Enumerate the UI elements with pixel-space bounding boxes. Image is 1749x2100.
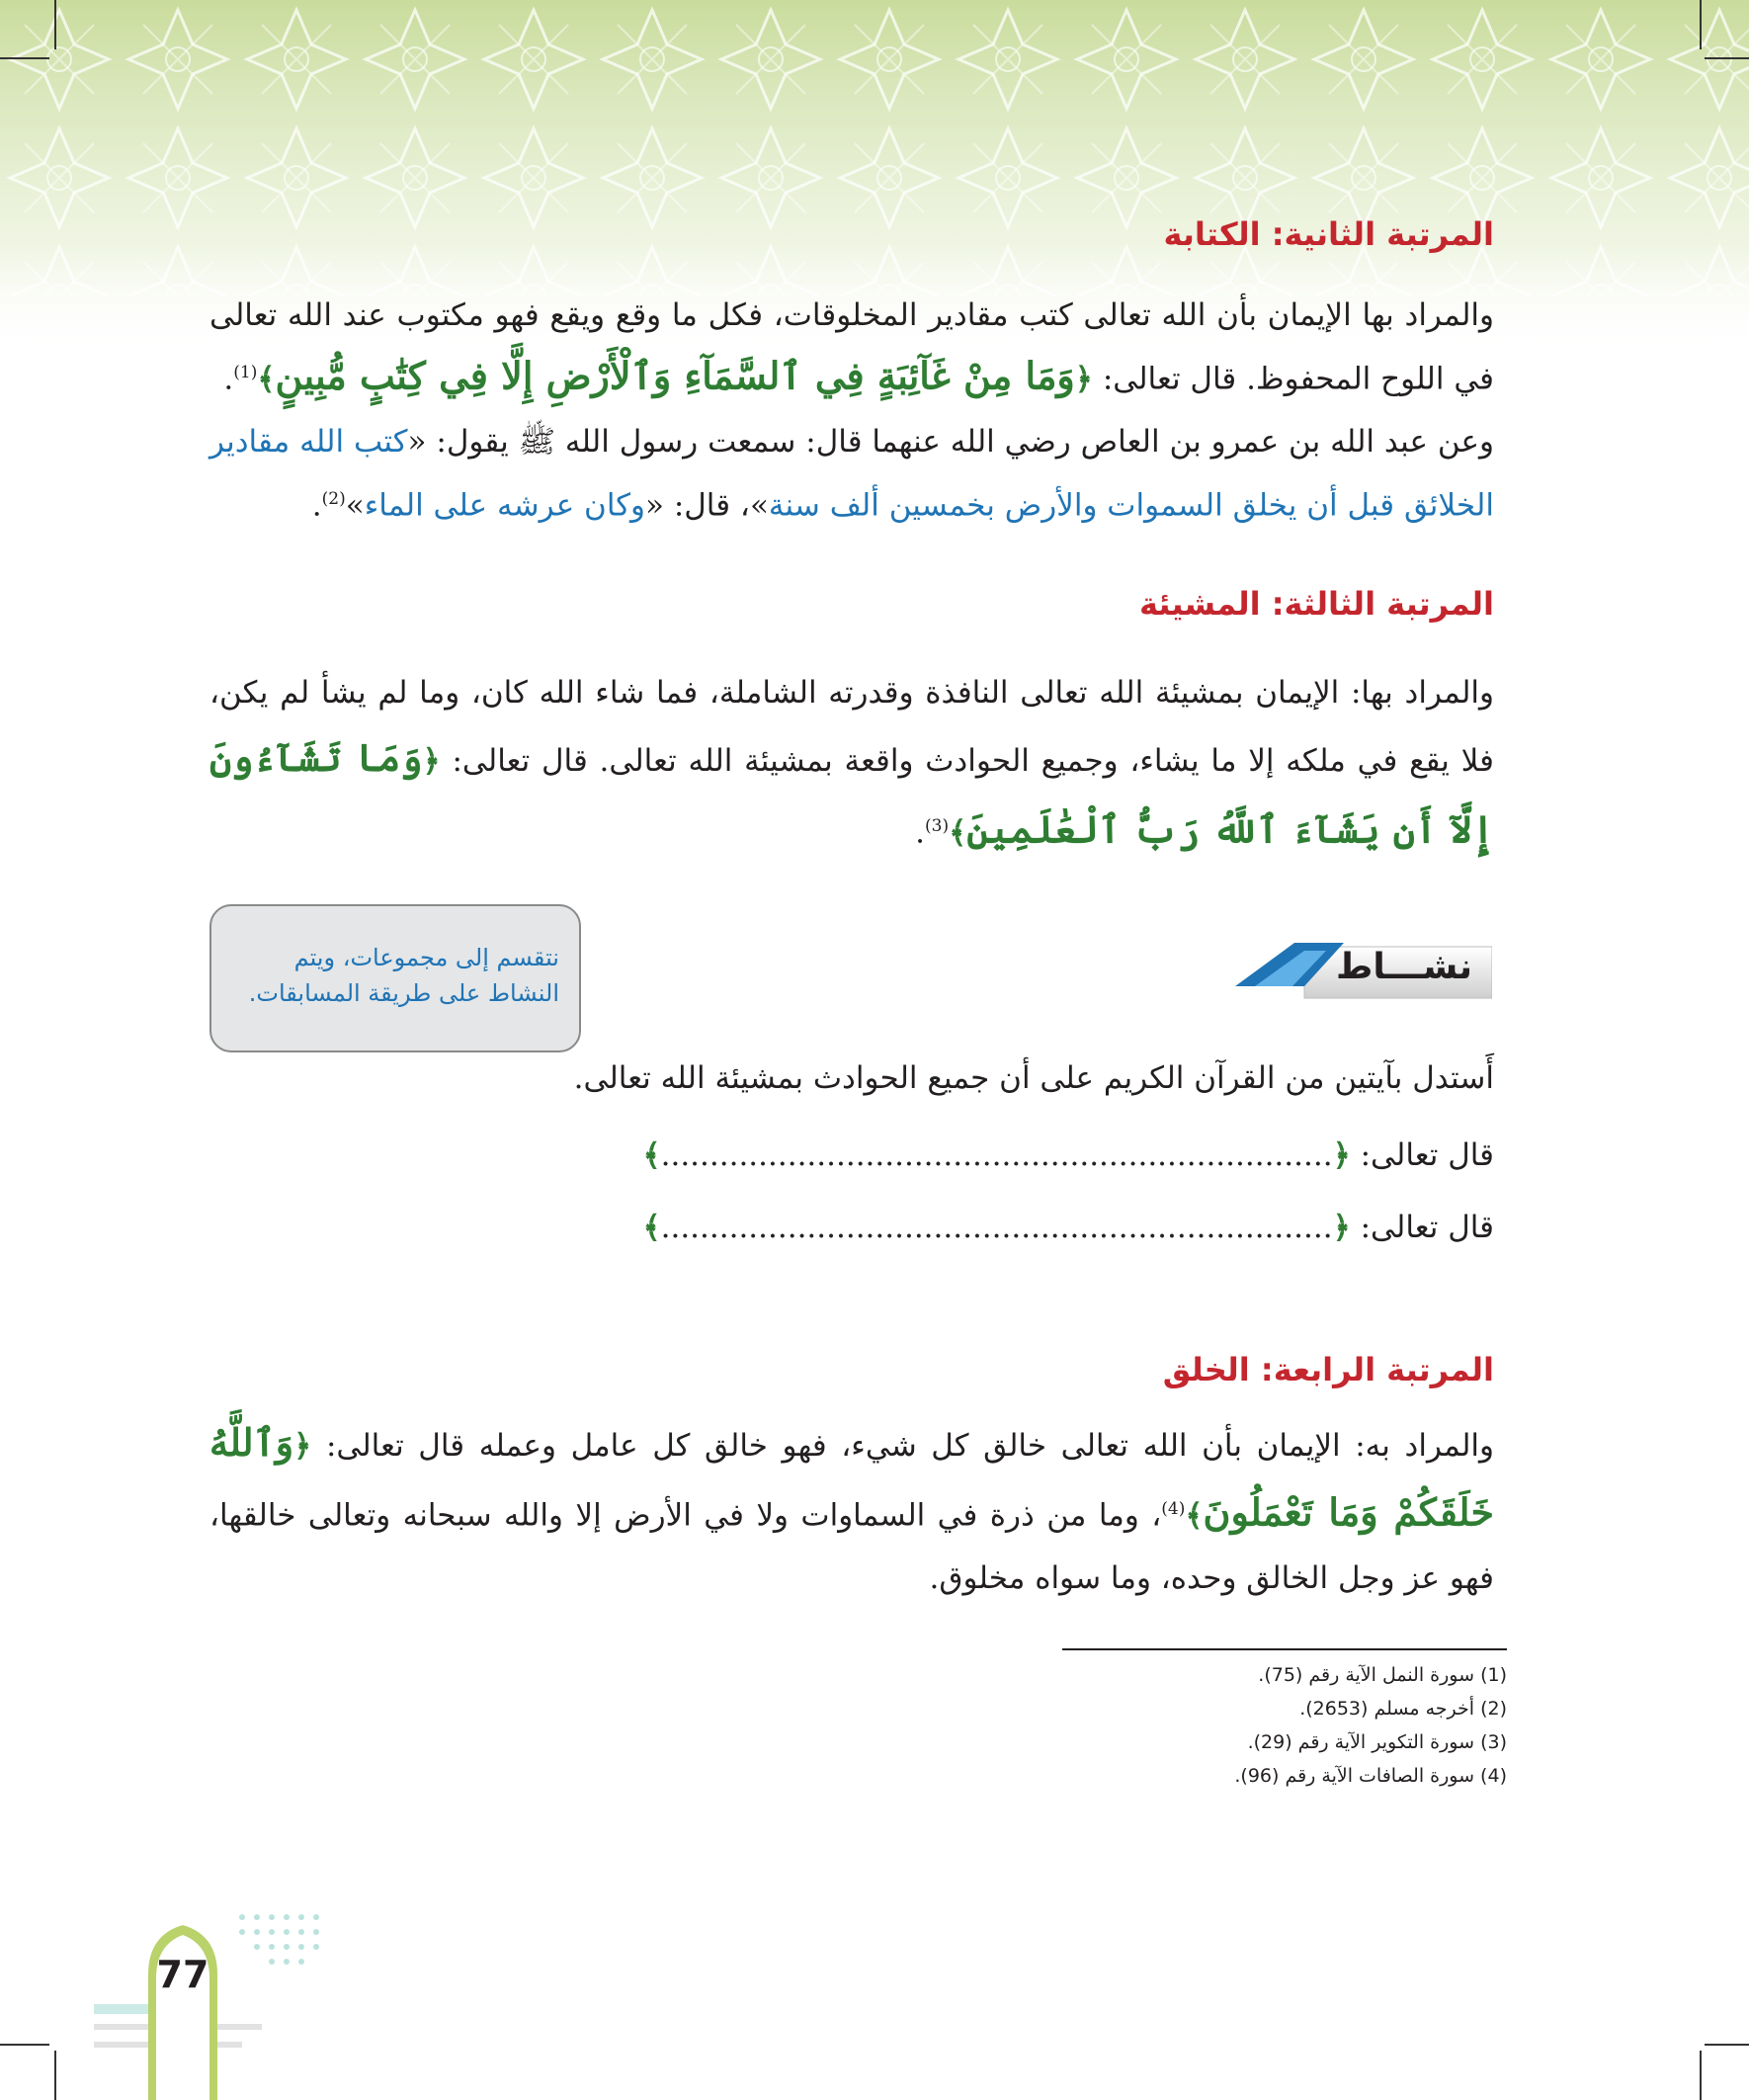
footnote-ref-3: (3) — [924, 816, 950, 836]
verse-open-ornament: ﴿ — [422, 743, 441, 779]
answer-line-label: قال تعالى: — [1360, 1137, 1494, 1173]
footnotes — [889, 1658, 1507, 1793]
section-heading-will: المرتبة الثالثة: المشيئة — [1139, 585, 1494, 623]
footnote-4: (4) سورة الصافات الآية رقم (96). — [1234, 1765, 1507, 1787]
activity-instruction: أَستدل بآيتين من القرآن الكريم على أن جميع الحوادث بمشيئة الله تعالى. — [573, 1060, 1494, 1096]
paragraph-creation — [209, 1411, 1494, 1610]
activity-label: نشـــاط — [1336, 947, 1472, 987]
verse-open-ornament: ﴿ — [1332, 1210, 1351, 1245]
crop-mark — [54, 0, 56, 49]
quote-close: » — [749, 487, 769, 524]
paragraph-will: والمراد بها: الإيمان بمشيئة الله تعالى النافذة وقدرته الشاملة، فما شاء الله كان، وما لم يشأ لم يكن، فلا يقع في ملكه إلا ما يشاء، وجميع الحوادث واقعة بمشيئة الله تعالى. قال تعالى: ﴿وَمَا تَشَآءُونَ إِلَّآ أَن يَشَآءَ ٱللَّهُ رَبُّ ٱلْعَٰلَمِينَ﴾$^{(3)}$. — [209, 675, 1494, 852]
crop-mark — [1705, 2044, 1749, 2046]
paragraph-text: وعن عبد الله بن عمرو بن العاص رضي الله عنهما قال: سمعت رسول الله ﷺ يقول: — [436, 424, 1494, 460]
footnote-ref-2: (2) — [321, 489, 346, 509]
crop-mark — [0, 57, 49, 59]
activity-answer-line-2 — [415, 1199, 1494, 1256]
paragraph-writing: والمراد بها الإيمان بأن الله تعالى كتب مقادير المخلوقات، فكل ما وقع ويقع فهو مكتوب عند الله تعالى في اللوح المحفوظ. قال تعالى: ﴿وَمَا مِنْ غَآئِبَةٍ فِي ٱلسَّمَآءِ وَٱلْأَرْضِ إِلَّا فِي كِتَٰبٍ مُّبِينٍ﴾$^{(1)}$. — [209, 297, 1494, 398]
paragraph-text: والمراد بها: الإيمان بمشيئة الله تعالى النافذة وقدرته الشاملة، فما شاء الله كان، وما لم يشأ لم يكن، فلا يقع في ملكه إلا ما يشاء، وجميع الحوادث واقعة بمشيئة الله تعالى. قال تعالى: — [209, 675, 1494, 779]
verse-close-ornament: ﴾ — [642, 1137, 661, 1173]
section-heading-creation: المرتبة الرابعة: الخلق — [1162, 1351, 1494, 1388]
footnote-ref-4: (4) — [1161, 1499, 1186, 1519]
quote-open: « — [645, 487, 664, 524]
verse-close-ornament: ﴾ — [642, 1210, 661, 1245]
quote-open: « — [407, 424, 427, 460]
paragraph-text: والمراد به: الإيمان بأن الله تعالى خالق كل شيء، فهو خالق كل عامل وعمله قال تعالى: — [325, 1428, 1494, 1464]
section-heading-writing: المرتبة الثانية: الكتابة — [1163, 215, 1494, 253]
crop-mark — [1705, 57, 1749, 59]
page-number: 77 — [156, 1953, 209, 1996]
activity-note-text: نتقسم إلى مجموعات، ويتم النشاط على طريقة المسابقات. — [248, 944, 559, 1007]
activity-note-box — [209, 904, 581, 1052]
verse-open-ornament: ﴿ — [293, 1428, 312, 1464]
paragraph-text: والمراد بها الإيمان بأن الله تعالى كتب مقادير المخلوقات، فكل ما وقع ويقع فهو مكتوب عند الله تعالى في اللوح المحفوظ. قال تعالى: — [209, 297, 1494, 397]
answer-blank-2[interactable]: ..................................................................... — [660, 1210, 1333, 1245]
crop-mark — [1700, 2051, 1702, 2100]
answer-line-label: قال تعالى: — [1360, 1210, 1494, 1245]
answer-blank-1[interactable]: ..................................................................... — [660, 1137, 1333, 1173]
paragraph-text: ، قال: — [673, 487, 750, 524]
hadith-text-1: كتب الله مقادير الخلائق قبل أن يخلق السموات والأرض بخمسين ألف سنة — [209, 424, 1494, 524]
verse-open-ornament: ﴿ — [1074, 361, 1093, 397]
quran-verse-4: وَٱللَّهُ خَلَقَكُمْ وَمَا تَعْمَلُونَ — [209, 1420, 1494, 1535]
paragraph-hadith: وعن عبد الله بن عمرو بن العاص رضي الله عنهما قال: سمعت رسول الله ﷺ يقول: «كتب الله مقادير الخلائق قبل أن يخلق السموات والأرض بخمسين ألف سنة»، قال: «وكان عرشه على الماء»$^{(2)}$. — [209, 424, 1494, 524]
hadith-text-2: وكان عرشه على الماء — [364, 487, 646, 524]
activity-answer-line-1 — [415, 1127, 1494, 1184]
quran-verse-3: وَمَا تَشَآءُونَ إِلَّآ أَن يَشَآءَ ٱللَّهُ رَبُّ ٱلْعَٰلَمِينَ — [209, 735, 1494, 852]
verse-open-ornament: ﴿ — [1332, 1137, 1351, 1173]
crop-mark — [54, 2051, 56, 2100]
page-number-arch — [148, 1925, 217, 2100]
crop-mark — [1700, 0, 1702, 49]
footnote-ref-1: (1) — [233, 363, 258, 382]
activity-banner — [1235, 939, 1492, 1002]
quran-verse-1: وَمَا مِنْ غَآئِبَةٍ فِي ٱلسَّمَآءِ وَٱلْأَرْضِ إِلَّا فِي كِتَٰبٍ مُّبِينٍ — [275, 353, 1075, 398]
crop-mark — [0, 2044, 49, 2046]
verse-close-ornament: ﴾ — [1185, 1497, 1204, 1534]
footnote-2: (2) أخرجه مسلم (2653). — [1299, 1698, 1507, 1720]
footnote-divider — [1062, 1648, 1507, 1650]
footnote-3: (3) سورة التكوير الآية رقم (29). — [1247, 1731, 1507, 1753]
footnote-1: (1) سورة النمل الآية رقم (75). — [1258, 1664, 1507, 1686]
paragraph-text: ، وما من ذرة في السماوات ولا في الأرض إلا والله سبحانه وتعالى خالقها، فهو عز وجل الخالق وحده، وما سواه مخلوق. — [209, 1497, 1494, 1597]
verse-close-ornament: ﴾ — [257, 361, 276, 397]
quote-close: » — [345, 487, 365, 524]
verse-close-ornament: ﴾ — [949, 814, 967, 851]
